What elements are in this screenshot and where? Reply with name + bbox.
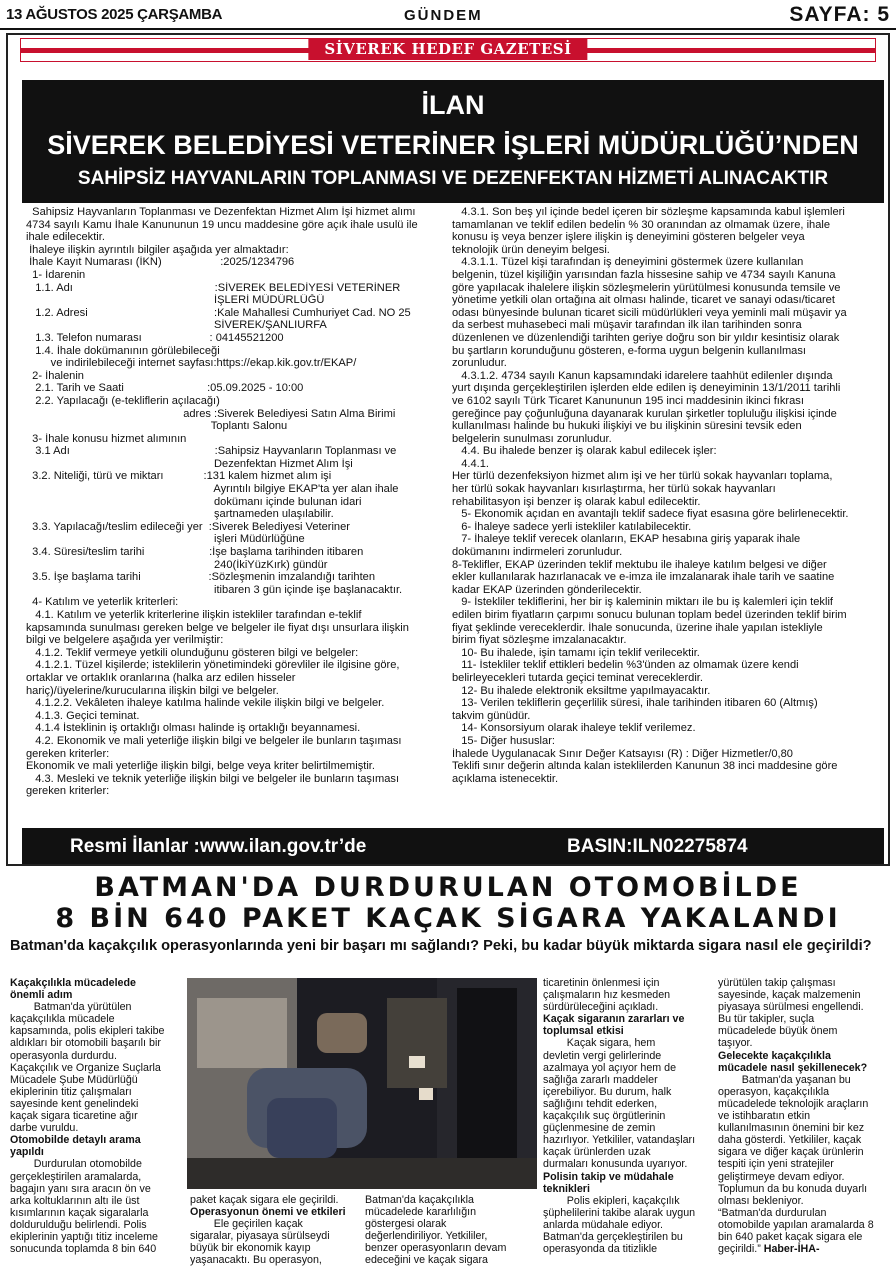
announcement-line: düzenlenen ve düzenlendiği tarihten geriye doğru son bir yıldır kesintisiz olarak: [452, 331, 840, 344]
announcement-line: takvim günüdür.: [452, 709, 531, 722]
article-text-line: ekiplerinin yaptığı titiz inceleme: [10, 1230, 158, 1243]
article-subheading-line: Kaçakçılıkla mücadelede: [10, 977, 136, 989]
article-text-line: Batman'da yaşanan bu: [718, 1073, 851, 1086]
announcement-line: itibaren 3 gün içinde işe başlanacaktır.: [26, 583, 403, 596]
announcement-line: 2.2. Yapılacağı (e-tekliflerin açılacağı): [26, 394, 220, 407]
announcement-line: gereğince pay çoğunluğuna dayanarak kurulan şirketler topluluğu ilişkisi içinde: [452, 407, 837, 420]
article-text-line: operasyonda da titizlikle: [543, 1243, 658, 1256]
announcement-line: dokümanını indirmeleri zorunludur.: [452, 546, 623, 559]
announcement-line: açıklama istenecektir.: [452, 772, 559, 785]
article-text-line: gerçekleştirilen aramalarda,: [10, 1170, 142, 1183]
article-column-3: [543, 977, 708, 1255]
announcement-line: 3.5. İşe başlama tarihi :Sözleşmenin imzalandığı tarihten: [26, 571, 375, 584]
article-text-line: Kaçak sigara, hem: [543, 1037, 656, 1050]
article-text-line: operasyonla durdurdu.: [10, 1049, 117, 1062]
announcement-line: SİVEREK/ŞANLIURFA: [26, 319, 327, 332]
article-subheading-line: toplumsal etkisi: [543, 1025, 624, 1038]
article-text-line: doldurulduğu belirlendi. Polis: [10, 1218, 147, 1231]
article-text-line: kapsamında, polis ekipleri takibe: [10, 1025, 165, 1038]
announcement-line: 4.1.3. Geçici teminat.: [26, 709, 140, 722]
announcement-line: 1.4. İhale dokümanının görülebileceği: [26, 344, 220, 357]
article-text-line: sayesinde, kaçak malzemenin: [718, 989, 861, 1002]
newspaper-name: SİVEREK HEDEF GAZETESİ: [308, 39, 587, 60]
article-text-line: yaşanacaktı. Bu operasyon,: [190, 1254, 322, 1267]
announcement-line: yönetime yetkili olan ortağına ait olması halinde, ticaret ve sanayi odası/ticaret: [452, 294, 835, 307]
announcement-line: ve 6102 sayılı Türk Ticaret Kanununun 195 inci maddesinin ikinci fıkrası: [452, 394, 804, 407]
announcement-line: belgelerin sunulması zorunludur.: [452, 432, 612, 445]
announcement-line: fiyat şeklinde vereceklerdir. İhale sonucunda, üzerine ihale yapılan istekliyle: [452, 621, 823, 634]
car-interior-photo: [187, 978, 537, 1189]
article-text-line: ticaretinin önlenmesi için: [543, 977, 660, 989]
announcement-line: konusu iş veya benzer işlere ilişkin iş deneyimini gösteren belgeler veya: [452, 231, 805, 244]
page-number: SAYFA: 5: [789, 3, 890, 26]
article-text-line: Durdurulan otomobilde: [10, 1158, 142, 1171]
article-text-line: benzer operasyonların devam: [365, 1242, 507, 1255]
announcement-line: kapsamında sunulması gereken belge ve belgeler ile fiyat dışı unsurlara ilişkin: [26, 621, 409, 634]
announcement-line: gereken kriterler:: [26, 785, 110, 798]
announcement-line: dokümanı içinde bulunan idari: [26, 495, 362, 508]
article-text-line: sonucunda toplamda 8 bin 640: [10, 1243, 157, 1256]
article-text-line: kullanılmasının önemini bir kez: [718, 1122, 865, 1135]
announcement-title: İLAN: [421, 90, 485, 120]
article-subheading-line: Polisin takip ve müdahale: [543, 1170, 674, 1183]
announcement-line: gereken kriterler:: [26, 747, 110, 760]
announcement-line: 4.3.1.1. Tüzel kişi tarafından iş deneyimini göstermek üzere kullanılan: [452, 256, 804, 269]
article-subheading-line: Gelecekte kaçakçılıkla: [718, 1049, 831, 1062]
announcement-line: 4.3.1. Son beş yıl içinde bedel içeren bir sözleşme kapsamında kabul işlemleri: [452, 206, 845, 218]
announcement-line: 4.1.2.2. Vekâleten ihaleye katılma halinde vekile ilişkin bilgi ve belgeler.: [26, 697, 385, 710]
article-text-line: içerebiliyor. Bu durum, halk: [543, 1085, 672, 1098]
article-text-line: büyük bir ekonomik kayıp: [190, 1242, 311, 1255]
announcement-line: Dezenfektan Hizmet Alım İşi: [26, 457, 353, 470]
announcement-authority: SİVEREK BELEDİYESİ VETERİNER İŞLERİ MÜDÜRLÜĞÜ’NDEN: [47, 130, 859, 160]
announcement-line: 1.3. Telefon numarası : 04145521200: [26, 331, 284, 344]
article-photo: [187, 978, 537, 1189]
article-text-line: bagajın yanı sıra aracın ön ve: [10, 1182, 151, 1195]
article-text-line: arka koltuklarının altı ile üst: [10, 1194, 140, 1207]
announcement-line: İhaleye ilişkin ayrıntılı bilgiler aşağıda yer almaktadır:: [26, 243, 289, 256]
article-subheading-line: Kaçak sigaranın zararları ve: [543, 1013, 685, 1026]
announcement-line: İŞLERİ MÜDÜRLÜĞÜ: [26, 294, 325, 307]
article-text-line: “Batman'da durdurulan: [718, 1206, 827, 1219]
announcement-line: 7- İhaleye teklif verecek olanların, EKAP hesabına giriş yaparak ihale: [452, 533, 801, 546]
article-subheading-line: Otomobilde detaylı arama: [10, 1134, 141, 1147]
announcement-line: zorunludur.: [452, 357, 507, 370]
article-text-line: sigara ve diğer kaçak ürünlerin: [718, 1146, 864, 1159]
article-text-line: darbe vuruldu.: [10, 1122, 79, 1135]
article-text-line: operasyon, kaçakçılıkla: [718, 1085, 830, 1098]
announcement-line: Her türlü dezenfeksiyon hizmet alım işi ve her türlü sokak hayvanları toplama,: [452, 470, 833, 483]
announcement-line: her türlü sokak hayvanları kısırlaştırma, her türlü sokak hayvanları: [452, 483, 776, 496]
announcement-line: Ekonomik ve mali yeterliğe ilişkin bilgi, belge veya kriter belirtilmemiştir.: [26, 760, 375, 773]
article-text-line: kaçak ürünlerden uzak: [543, 1146, 651, 1159]
article-text-line: kaçakçılıkla mücadele: [10, 1013, 115, 1026]
announcement-line: göre yapılacak ihalelere ilişkin sözleşmelerin yürütülmesi konusunda temsile ve: [452, 281, 841, 294]
article-text-line: durmaları konusunda uyarıyor.: [543, 1158, 688, 1171]
article-subheading-line: yapıldı: [10, 1146, 44, 1159]
article-text-line: Kaçakçılık ve Organize Suçlarla: [10, 1061, 161, 1074]
announcement-line: belgenin, tüzel kişiliğin yarısından fazla hissesine sahip ve 4734 sayılı Kanuna: [452, 268, 836, 281]
article-subheading-line: mücadele nasıl şekillenecek?: [718, 1061, 868, 1074]
announcement-line: 4.4. Bu ihalede benzer iş olarak kabul edilecek işler:: [452, 445, 717, 458]
announcement-line: ve indirilebileceği internet sayfası:https://ekap.kik.gov.tr/EKAP/: [26, 357, 357, 370]
article-text-line: güçlenmesine de zemin: [543, 1122, 656, 1135]
article-text-line: kısımlarının kaçak sigaralarla: [10, 1206, 149, 1219]
announcement-line: ihale edilecektir.: [26, 231, 105, 244]
official-ads-link: Resmi İlanlar :www.ilan.gov.tr’de: [70, 836, 367, 857]
announcement-line: 3.2. Niteliği, türü ve miktarı :131 kalem hizmet alım işi: [26, 470, 332, 483]
announcement-right-column: [452, 206, 888, 785]
issue-date: 13 AĞUSTOS 2025 ÇARŞAMBA: [6, 6, 223, 23]
article-text-line: sağlığını tehdit ederken,: [543, 1097, 658, 1110]
announcement-line: 3.1 Adı :Sahipsiz Hayvanların Toplanması ve: [26, 445, 397, 458]
announcement-line: Teklifi sınır değerin altında kalan isteklilerden Kanunun 38 inci maddesine göre: [452, 760, 838, 773]
article-text-line: çalışmaların hız kesmeden: [543, 989, 671, 1002]
announcement-line: Toplantı Salonu: [26, 420, 288, 433]
press-code: BASIN:ILN02275874: [567, 836, 748, 857]
newspaper-nameplate: [20, 38, 876, 62]
announcement-line: 2.1. Tarih ve Saati :05.09.2025 - 10:00: [26, 382, 304, 395]
announcement-line: 6- İhaleye sadece yerli istekliler katılabilecektir.: [452, 520, 692, 533]
article-text-line: göstergesi olarak: [365, 1218, 447, 1231]
article-text-line: Toplumun da bu konuda duyarlı: [718, 1182, 868, 1195]
announcement-line: tamamlanan ve teklif edilen bedelin % 30 oranından az olmamak üzere, ihale: [452, 218, 831, 231]
announcement-line: bilgi ve belgelere aşağıda yer verilmiştir:: [26, 634, 224, 647]
article-text-line: Mücadele Şube Müdürlüğü: [10, 1073, 138, 1086]
article-subheading-line: teknikleri: [543, 1182, 590, 1195]
article-text-line: Batman'da yürütülen: [10, 1001, 132, 1014]
article-text-line: taşıyor.: [718, 1037, 753, 1050]
article-text-line: daha gösterdi. Yetkililer, kaçak: [718, 1134, 862, 1147]
announcement-line: hariç)/üyelerine/kurucularına ilişkin bilgi ve belgeler.: [26, 684, 279, 697]
announcement-line: 3- İhale konusu hizmet alımının: [26, 432, 187, 445]
announcement-line: teknolojik ürün deneyim belgesi.: [452, 243, 610, 256]
article-text-line: devletin vergi gelirlerinde: [543, 1049, 662, 1062]
announcement-line: kadar EKAP üzerinden gönderilecektir.: [452, 583, 642, 596]
announcement-line: 8-Teklifler, EKAP üzerinden teklif mektubu ile ihaleye katılım belgesi ve diğer: [452, 558, 827, 571]
article-text-line: anlarda müdahale ediyor.: [543, 1218, 664, 1231]
article-headline-line-1: BATMAN'DA DURDURULAN OTOMOBİLDE: [94, 872, 802, 903]
article-text-line: aldıkları bir otomobili başarılı bir: [10, 1037, 161, 1050]
article-text-line: kaçakçılık suç örgütlerinin: [543, 1110, 666, 1123]
announcement-line: 4.1.4 İsteklinin iş ortaklığı olması halinde iş ortaklığı beyannamesi.: [26, 722, 361, 735]
announcement-line: 1- İdarenin: [26, 268, 86, 281]
announcement-line: 4.1.2. Teklif vermeye yetkili olunduğunu gösteren bilgi ve belgeler:: [26, 646, 359, 659]
announcement-line: 9- İstekliler tekliflerini, her bir iş kaleminin miktarı ile bu iş kalemleri için teklif: [452, 596, 833, 609]
article-column-3-bottom: [365, 1194, 535, 1267]
announcement-subject: SAHİPSİZ HAYVANLARIN TOPLANMASI VE DEZENFEKTAN HİZMETİ ALINACAKTIR: [77, 168, 829, 189]
article-text-line: paket kaçak sigara ele geçirildi.: [190, 1194, 339, 1206]
article-text-line: sayesinde kent genelindeki: [10, 1097, 139, 1110]
article-text-line: tespiti için yeni stratejiler: [718, 1158, 834, 1171]
announcement-line: ekler kullanılarak hazırlanacak ve e-imza ile imzalanarak ihale tarih ve saatine: [452, 571, 835, 584]
announcement-line: 4.3.1.2. 4734 sayılı Kanun kapsamındaki idarelere taahhüt edilenler dışında: [452, 369, 833, 382]
announcement-line: 4.3. Mesleki ve teknik yeterliğe ilişkin bilgi ve belgeler ile bunların taşıması: [26, 772, 400, 785]
announcement-line: bu şartların korunduğunu gösteren, e-forma uygun belgenin kullanılması: [452, 344, 806, 357]
announcement-line: rehabilitasyon işi benzer iş olarak kabul edilecektir.: [452, 495, 701, 508]
article-text-line: mücadelede kararlılığın: [365, 1206, 477, 1219]
article-text-line: piyasaya sürülmesi engellendi.: [718, 1001, 864, 1014]
article-text-line: azalmaya yol açıyor hem de: [543, 1061, 677, 1074]
article-subheading-line: önemli adım: [10, 989, 73, 1002]
article-headline-line-2: 8 BİN 640 PAKET KAÇAK SİGARA YAKALANDI: [55, 903, 841, 934]
announcement-line: 14- Konsorsiyum olarak ihaleye teklif verilemez.: [452, 722, 696, 735]
article-text-line: geliştirmeye devam ediyor.: [718, 1170, 845, 1183]
article-text-line: ve istihbaratın etkin: [718, 1110, 811, 1123]
announcement-line: 4.1. Katılım ve yeterlik kriterlerine ilişkin istekliler tarafından e-teklif: [26, 609, 362, 621]
article-text-line: bin 640 paket kaçak sigara ele: [718, 1230, 863, 1243]
announcement-footer: [22, 828, 884, 864]
article-text-line: değerlendiriliyor. Yetkililer,: [365, 1230, 488, 1243]
article-text-line: edeceğini ve kaçak sigara: [365, 1254, 488, 1267]
article-text-line: olması bekleniyor.: [718, 1194, 804, 1207]
page-header: [0, 0, 896, 30]
announcement-line: edilen birim fiyatların çarpımı sonucu bulunan toplam bedel üzerinden teklif birim: [452, 609, 847, 621]
announcement-line: işleri Müdürlüğüne: [26, 533, 305, 546]
article-text-line: mücadelede teknolojik araçların: [718, 1097, 869, 1110]
announcement-line: İhale Kayıt Numarası (İKN) :2025/1234796: [26, 256, 295, 269]
article-text-line: otomobilde yapılan aramalarda 8: [718, 1218, 874, 1231]
article-text-line: kaçak sigara ticaretine ağır: [10, 1110, 138, 1123]
announcement-line: 4734 sayılı Kamu İhale Kanununun 19 uncu maddesine göre açık ihale usulü ile: [26, 218, 418, 231]
section-name: GÜNDEM: [404, 7, 483, 24]
announcement-line: 4.4.1.: [452, 457, 490, 470]
article-text-line: şüphelilerini takibe alarak uygun: [543, 1206, 696, 1219]
article-text-line: geçirildi.” Haber-İHA-: [718, 1243, 820, 1256]
article-text-line: sigaralar, piyasaya sürülseydi: [190, 1230, 330, 1243]
announcement-line: 1.2. Adresi :Kale Mahallesi Cumhuriyet Cad. NO 25: [26, 306, 411, 319]
article-text-line: mücadelede büyük önem: [718, 1025, 838, 1038]
announcement-line: Ayrıntılı bilgiye EKAP'ta yer alan ihale: [26, 483, 399, 496]
article-text-line: Batman'da gerçekleştirilen bu: [543, 1230, 683, 1243]
announcement-line: birim fiyat sözleşme imzalanacaktır.: [452, 634, 627, 647]
announcement-line: 2- İhalenin: [26, 369, 84, 382]
announcement-line: ortaklar ve ortaklık oranlarına (halka arz edilen hisseler: [26, 671, 296, 684]
announcement-line: adres :Siverek Belediyesi Satın Alma Birimi: [26, 407, 396, 420]
announcement-line: Sahipsiz Hayvanların Toplanması ve Dezenfektan Hizmet Alım İşi hizmet alımı: [26, 206, 416, 218]
announcement-banner: [22, 80, 884, 203]
announcement-line: yurt dışında gerçekleştirilen işlerden elde edilen iş deneyiminin 13/1/2011 tarihli: [452, 382, 841, 395]
announcement-line: 4.1.2.1. Tüzel kişilerde; isteklilerin yönetimindeki görevliler ile ilgisine göre,: [26, 659, 400, 672]
article-text-line: hazırlıyor. Yetkililer, vatandaşları: [543, 1134, 696, 1147]
article-column-1: [10, 977, 182, 1255]
announcement-line: kullanılması halinde bu hukuki ilişkiyi ve bu ilişkinin süresini tevsik eden: [452, 420, 802, 433]
announcement-left-column: [26, 206, 446, 798]
article-text-line: Ele geçirilen kaçak: [190, 1218, 303, 1231]
article-subhead: Batman'da kaçakçılık operasyonlarında yeni bir başarı mı sağlandı? Peki, bu kadar büyük miktarda sigara nasıl ele geçirildi?: [10, 938, 872, 954]
announcement-line: şartnameden ulaşılabilir.: [26, 508, 334, 521]
article-column-2: [190, 1194, 360, 1267]
announcement-line: 5- Ekonomik açıdan en avantajlı teklif sadece fiyat esasına göre belirlenecektir.: [452, 508, 849, 521]
announcement-line: belirleyecekleri tutarda geçici teminat vereceklerdir.: [452, 671, 703, 684]
article-text-line: sağlığa zararlı maddeler: [543, 1073, 658, 1086]
article-signature: Haber-İHA-: [760, 1243, 820, 1256]
article-text-line: Batman'da kaçakçılıkla: [365, 1194, 474, 1206]
article-text-line: Bu tür takipler, suçla: [718, 1013, 815, 1026]
announcement-line: 240(İkiYüzKırk) gündür: [26, 558, 328, 571]
announcement-line: 11- İstekliler teklif ettikleri bedelin %3'ünden az olmamak üzere kendi: [452, 659, 799, 672]
announcement-line: 1.1. Adı :SİVEREK BELEDİYESİ VETERİNER: [26, 281, 401, 294]
announcement-line: odası bünyesinde bulunan ticaret sicili müdürlükleri veya yeminli mali müşavir ya: [452, 306, 847, 319]
article-text-line: ekiplerinin titiz çalışmaları: [10, 1085, 132, 1098]
announcement-line: 15- Diğer hususlar:: [452, 734, 555, 747]
announcement-line: 10- Bu ihalede, işin tamamı için teklif verilecektir.: [452, 646, 700, 659]
announcement-line: İhalede Uygulanacak Sınır Değer Katsayısı (R) : Diğer Hizmetler/0,80: [452, 747, 793, 760]
article-column-4: [718, 977, 894, 1255]
article-text-line: sürdürüleceğini açıkladı.: [543, 1001, 659, 1014]
announcement-line: 13- Verilen tekliflerin geçerlilik süresi, ihale tarihinden itibaren 60 (Altmış): [452, 697, 818, 710]
announcement-line: 4.2. Ekonomik ve mali yeterliğe ilişkin bilgi ve belgeler ile bunların taşıması: [26, 734, 402, 747]
announcement-line: 12- Bu ihalede elektronik eksiltme yapılmayacaktır.: [452, 684, 711, 697]
announcement-line: 3.3. Yapılacağı/teslim edileceği yer :Siverek Belediyesi Veteriner: [26, 520, 350, 533]
announcement-line: 4- Katılım ve yeterlik kriterleri:: [26, 596, 179, 609]
article-text-line: yürütülen takip çalışması: [718, 977, 836, 989]
article-text-line: Polis ekipleri, kaçakçılık: [543, 1194, 680, 1207]
article-subheading-line: Operasyonun önemi ve etkileri: [190, 1206, 346, 1219]
announcement-line: da serbest muhasebeci mali müşavir tarafından ilk ilan tarihinden sonra: [452, 319, 802, 332]
announcement-line: 3.4. Süresi/teslim tarihi :İşe başlama tarihinden itibaren: [26, 546, 364, 559]
